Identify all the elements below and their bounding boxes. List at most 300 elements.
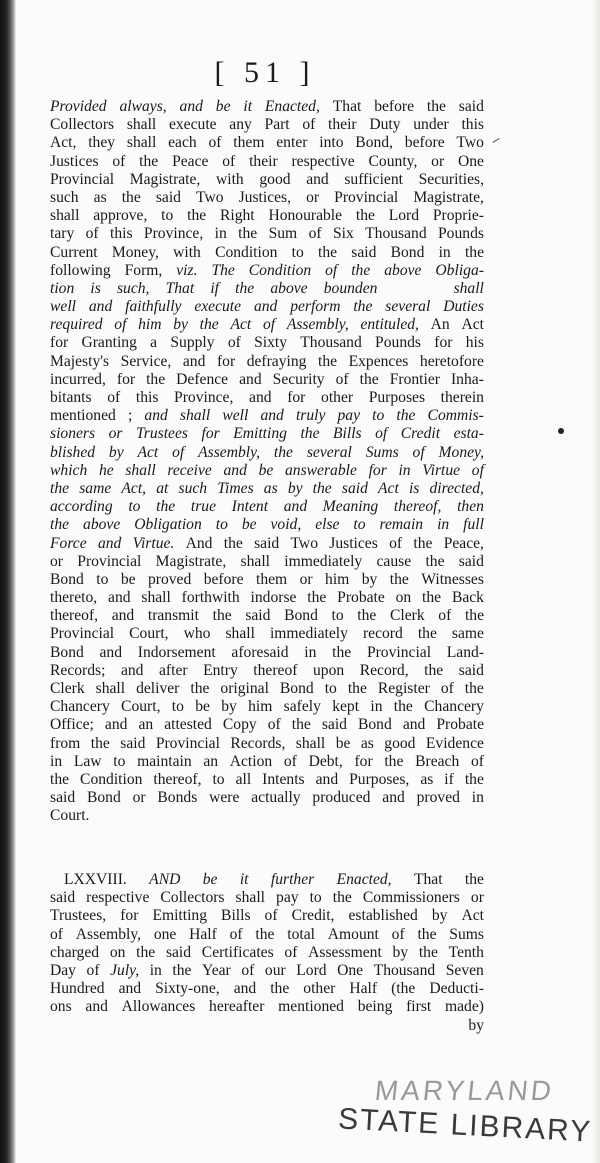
- word: Act: [230, 316, 252, 334]
- word: Provincial: [50, 170, 115, 188]
- word: charged: [50, 943, 100, 961]
- word: sufficient: [344, 170, 403, 188]
- word: Half: [349, 980, 378, 998]
- word: and: [88, 298, 113, 316]
- word: and: [104, 716, 128, 734]
- word: their: [328, 116, 357, 134]
- paragraph-proviso: [50, 98, 484, 826]
- word: Year: [202, 961, 231, 979]
- word: of: [267, 716, 281, 734]
- word: Pounds: [438, 225, 484, 243]
- word: perform: [290, 298, 341, 316]
- word: Hundred: [50, 980, 105, 998]
- word: the: [332, 889, 352, 907]
- word: execute: [168, 116, 217, 134]
- word: Records;: [50, 661, 106, 679]
- text-line: [50, 134, 484, 152]
- word: viz.: [176, 261, 198, 279]
- page-edge: [592, 0, 600, 1163]
- word: Peace: [172, 152, 209, 170]
- word: Commissioners: [362, 889, 460, 907]
- word: Bills: [221, 907, 251, 925]
- word: to: [291, 243, 304, 261]
- word: blished: [50, 443, 96, 461]
- word: him: [325, 570, 350, 588]
- word: said: [120, 734, 146, 752]
- word: Magistrate,: [155, 552, 227, 570]
- word: Service,: [120, 352, 172, 370]
- word: as: [263, 479, 278, 497]
- word: Action: [229, 752, 273, 770]
- word: Sum: [268, 225, 298, 243]
- word: Commis-: [427, 407, 484, 425]
- word: Six: [332, 225, 354, 243]
- word: of: [283, 752, 297, 770]
- catchword-line: [50, 1017, 484, 1035]
- text-line: [50, 407, 484, 425]
- word: Virtue: [422, 461, 461, 479]
- word: hereafter: [209, 998, 265, 1016]
- word: the: [389, 570, 409, 588]
- word: the: [273, 443, 293, 461]
- word: the: [347, 680, 367, 697]
- word: esta-: [453, 425, 484, 443]
- word: Thousand: [373, 961, 436, 979]
- word: remain: [379, 516, 424, 534]
- text-line: [50, 980, 484, 998]
- word: from: [50, 734, 81, 752]
- word: by: [221, 698, 237, 716]
- word: the: [464, 680, 484, 697]
- text-line: [50, 944, 484, 962]
- word: Supply: [170, 334, 215, 352]
- text-line: [50, 516, 484, 534]
- word: Money,: [111, 243, 159, 261]
- word: said: [341, 479, 368, 497]
- word: the: [172, 961, 192, 979]
- word: Purposes,: [349, 770, 410, 788]
- word: Justices,: [238, 188, 292, 206]
- word: and: [179, 98, 203, 115]
- word: who: [183, 625, 211, 643]
- word: of: [375, 425, 388, 443]
- word: and: [283, 498, 308, 516]
- word: were: [209, 789, 240, 807]
- word: of: [229, 925, 243, 943]
- word: Enacted,: [336, 871, 392, 888]
- word: Entry: [203, 661, 238, 679]
- word: and: [382, 789, 405, 807]
- word: Times: [217, 479, 254, 497]
- word: Bond: [50, 643, 84, 661]
- word: of: [172, 443, 185, 461]
- word: and: [402, 716, 426, 734]
- word: One: [337, 961, 364, 979]
- word: of: [391, 925, 405, 943]
- word: Act: [461, 316, 484, 334]
- word: original: [220, 680, 269, 697]
- word: heretofore: [419, 352, 484, 370]
- word: being: [357, 998, 393, 1016]
- word: and: [260, 407, 284, 425]
- text-line: [50, 244, 484, 262]
- word: Record,: [359, 661, 409, 679]
- word: of: [112, 152, 126, 170]
- word: to: [372, 407, 385, 425]
- word: an: [203, 752, 219, 770]
- word: be: [258, 461, 274, 479]
- margin-mark: [492, 138, 499, 143]
- word: is: [90, 279, 101, 297]
- word: the: [396, 407, 416, 425]
- word: Security: [272, 370, 325, 388]
- word: the: [190, 680, 210, 697]
- word: and: [223, 461, 247, 479]
- word: said: [321, 716, 347, 734]
- word: actually: [251, 789, 301, 807]
- word: the: [464, 770, 484, 788]
- word: bounden: [323, 279, 378, 297]
- word: LXXVIII.: [64, 871, 127, 888]
- word: Proprie-: [432, 207, 484, 225]
- word: receive: [167, 461, 212, 479]
- word: as: [93, 188, 107, 206]
- word: Intents: [262, 770, 305, 788]
- word: to: [113, 752, 126, 770]
- text-line: [50, 153, 484, 171]
- word: Register: [377, 680, 430, 697]
- word: Chancery: [50, 698, 110, 716]
- word: after: [159, 661, 188, 679]
- word: of: [438, 607, 452, 625]
- word: proved: [147, 570, 192, 588]
- word: Meaning: [322, 498, 379, 516]
- word: Pounds: [375, 334, 421, 352]
- word: the: [300, 425, 320, 443]
- word: on: [109, 943, 126, 961]
- word: to: [324, 680, 337, 697]
- word: Obliga-: [435, 261, 484, 279]
- word: of: [471, 461, 484, 479]
- word: before: [203, 570, 244, 588]
- word: the: [464, 871, 484, 888]
- word: The: [211, 261, 235, 279]
- word: Bond: [390, 243, 425, 261]
- word: for: [120, 907, 139, 925]
- word: Credit: [400, 425, 441, 443]
- word: above: [83, 516, 121, 534]
- word: kept: [332, 698, 360, 716]
- word: Copy: [222, 716, 257, 734]
- stamp-top-line: MARYLAND: [373, 1075, 556, 1106]
- word: or: [108, 425, 123, 443]
- word: Force: [50, 534, 87, 552]
- text-line: [50, 462, 484, 480]
- word: said: [458, 661, 484, 679]
- word: Emitting: [233, 425, 287, 443]
- word: shall: [50, 207, 80, 225]
- word: Sums: [365, 443, 399, 461]
- word: the: [384, 752, 404, 770]
- word: shall: [95, 680, 126, 697]
- word: the: [255, 925, 275, 943]
- word: tary: [50, 225, 75, 243]
- word: this: [110, 225, 133, 243]
- word: a: [150, 334, 158, 352]
- word: enter: [276, 134, 308, 152]
- word: Right: [219, 207, 255, 225]
- word: thereto,: [50, 589, 98, 607]
- word: them: [255, 570, 288, 588]
- word: Sixty-one,: [155, 980, 220, 998]
- word: Peace,: [443, 534, 484, 552]
- word: him: [248, 698, 273, 716]
- text-line: [50, 353, 484, 371]
- word: full: [463, 516, 484, 534]
- word: it: [239, 871, 249, 888]
- text-line: [50, 907, 484, 925]
- word: shall: [453, 279, 484, 297]
- word: other: [321, 389, 354, 406]
- word: Purposes: [368, 389, 426, 406]
- word: Certificates: [201, 943, 274, 961]
- text-line: [50, 371, 484, 389]
- word: and: [108, 589, 131, 607]
- word: and: [120, 661, 144, 679]
- word: by: [287, 479, 303, 497]
- word: incurred,: [50, 370, 106, 388]
- word: Condition: [215, 243, 278, 261]
- word: Condition: [80, 770, 143, 788]
- word: our: [264, 961, 286, 979]
- word: the: [417, 925, 437, 943]
- word: Duties: [443, 298, 484, 316]
- word: one: [153, 925, 177, 943]
- word: Act,: [121, 479, 147, 497]
- word: Bond: [50, 570, 84, 588]
- word: as: [420, 770, 434, 788]
- word: Collectors: [50, 116, 115, 134]
- word: Bond: [284, 607, 318, 625]
- word: and: [99, 643, 123, 661]
- word: shall: [179, 407, 211, 425]
- word: them: [233, 134, 265, 152]
- word: the: [223, 534, 243, 552]
- word: Evidence: [425, 734, 484, 752]
- word: for: [434, 334, 453, 352]
- word: all: [235, 770, 252, 788]
- word: Justices: [50, 152, 99, 170]
- word: upon: [312, 661, 345, 679]
- word: Day: [50, 961, 76, 979]
- word: the: [425, 552, 445, 570]
- word: Act: [137, 443, 159, 461]
- word: cause: [376, 552, 412, 570]
- word: for: [116, 370, 136, 388]
- word: the: [291, 716, 311, 734]
- word: therein: [440, 389, 484, 406]
- word: Granting: [81, 334, 137, 352]
- word: which: [50, 461, 88, 479]
- word: Provincial: [334, 188, 399, 206]
- word: Court,: [129, 625, 169, 643]
- word: well: [222, 407, 249, 425]
- word: then: [457, 498, 484, 516]
- word: thereof,: [50, 607, 99, 625]
- word: faithfully: [125, 298, 182, 316]
- word: ons: [50, 998, 72, 1016]
- word: an: [138, 716, 154, 734]
- word: Money,: [438, 443, 484, 461]
- word: for: [216, 352, 236, 370]
- word: or: [299, 570, 313, 588]
- word: Office;: [50, 716, 94, 734]
- word: Justices: [329, 534, 378, 552]
- word: Provincial: [155, 734, 220, 752]
- word: Allowances: [121, 998, 196, 1016]
- word: Court.: [50, 807, 90, 825]
- word: the: [50, 479, 70, 497]
- word: said: [50, 789, 76, 807]
- word: said: [245, 607, 271, 625]
- word: the: [393, 698, 413, 716]
- word: in: [214, 225, 227, 243]
- word: several: [306, 443, 352, 461]
- word: established: [348, 907, 418, 925]
- word: Credit,: [291, 907, 335, 925]
- word: Assembly,: [75, 925, 142, 943]
- word: Bond: [86, 789, 121, 807]
- text-line: [50, 889, 484, 907]
- word: of: [241, 961, 255, 979]
- word: the: [422, 589, 442, 607]
- word: attested: [164, 716, 212, 734]
- word: Assessment: [308, 943, 382, 961]
- text-line: [50, 444, 484, 462]
- word: be: [195, 698, 210, 716]
- word: of: [335, 370, 349, 388]
- word: Province,: [143, 225, 204, 243]
- word: Probate: [337, 589, 385, 607]
- word: Magistrate,: [413, 188, 484, 206]
- word: Form,: [124, 261, 163, 279]
- text-line: [50, 280, 484, 298]
- word: with: [215, 170, 244, 188]
- word: in: [437, 516, 450, 534]
- word: and: [249, 389, 272, 406]
- word: into: [319, 134, 344, 152]
- word: the: [212, 607, 232, 625]
- word: That: [165, 279, 195, 297]
- word: Collectors: [160, 889, 225, 907]
- word: the: [332, 643, 352, 661]
- word: above: [270, 279, 308, 297]
- word: thereof,: [153, 770, 202, 788]
- word: shall: [295, 734, 326, 752]
- word: thereof,: [393, 498, 442, 516]
- word: Tenth: [448, 943, 484, 961]
- word: the: [50, 770, 70, 788]
- word: the: [418, 943, 438, 961]
- word: said: [351, 243, 377, 261]
- word: on: [395, 589, 412, 607]
- word: of: [222, 152, 236, 170]
- word: Defence: [176, 370, 229, 388]
- word: the: [317, 352, 338, 370]
- word: of: [85, 225, 99, 243]
- text-line: [50, 189, 484, 207]
- word: of: [284, 943, 298, 961]
- word: and: [315, 770, 339, 788]
- word: sioners: [50, 425, 96, 443]
- word: and: [233, 980, 257, 998]
- word: made): [444, 998, 484, 1016]
- word: for: [354, 752, 373, 770]
- word: by: [392, 943, 409, 961]
- word: Land-: [446, 643, 484, 661]
- word: the: [464, 243, 484, 261]
- word: the: [426, 98, 446, 115]
- word: his: [465, 334, 484, 352]
- text-line: [50, 480, 484, 498]
- word: defraying: [246, 352, 307, 370]
- word: of: [470, 752, 484, 770]
- word: first: [406, 998, 432, 1016]
- word: the: [50, 516, 70, 534]
- word: Provincial: [77, 552, 142, 570]
- word: respective: [86, 889, 150, 907]
- word: thereof: [253, 661, 298, 679]
- word: the: [238, 225, 258, 243]
- word: answerable: [284, 461, 357, 479]
- text-line: [50, 171, 484, 189]
- word: of: [264, 907, 278, 925]
- word: this: [135, 389, 159, 406]
- word: to: [353, 516, 366, 534]
- word: to: [215, 516, 228, 534]
- word: forthwith: [181, 589, 240, 607]
- word: shall: [235, 889, 265, 907]
- word: Assembly,: [198, 443, 261, 461]
- word: Two: [290, 534, 318, 552]
- word: following: [50, 261, 111, 279]
- word: of: [440, 680, 454, 697]
- binding-edge: [0, 0, 16, 1163]
- word: and: [85, 998, 108, 1016]
- word: Intent: [231, 498, 269, 516]
- word: of: [325, 261, 338, 279]
- word: Expences: [348, 352, 409, 370]
- word: produced: [312, 789, 371, 807]
- word: immediately: [269, 625, 348, 643]
- word: Part: [264, 116, 290, 134]
- word: Obligation: [134, 516, 202, 534]
- word: and: [118, 980, 142, 998]
- word: to: [212, 770, 225, 788]
- word: or: [431, 152, 445, 170]
- text-line: [50, 789, 484, 807]
- word: the: [424, 661, 444, 679]
- word: Virtue.: [132, 534, 175, 552]
- word: directed,: [429, 479, 484, 497]
- word: (the: [391, 980, 416, 998]
- word: same: [451, 625, 484, 643]
- word: Enacted,: [264, 98, 320, 115]
- word: their: [249, 152, 278, 170]
- text-line: [50, 116, 484, 134]
- word: immediately: [284, 552, 363, 570]
- text-line: [50, 334, 484, 352]
